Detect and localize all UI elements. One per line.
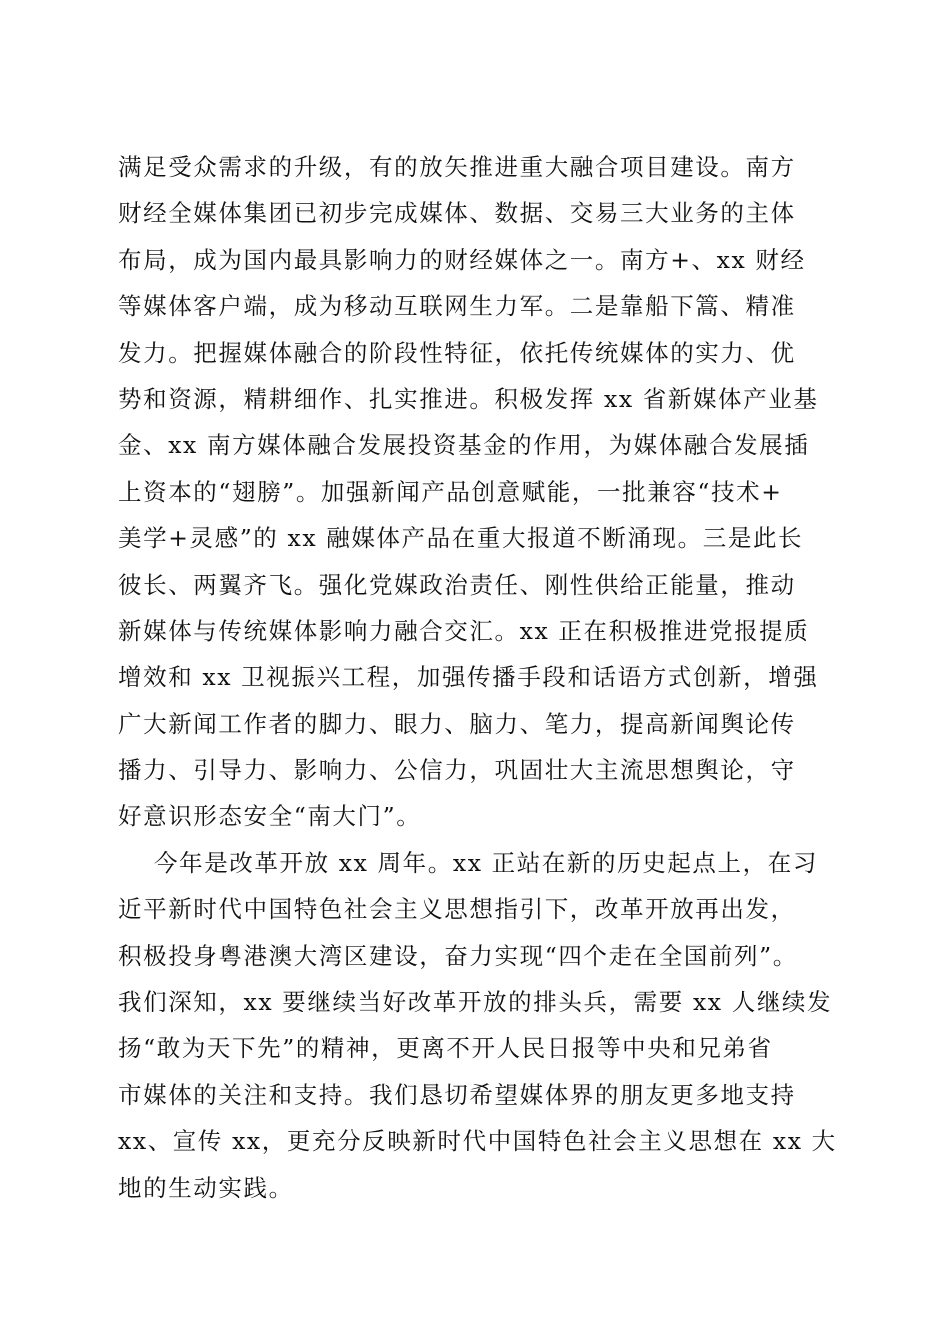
- text-line: 上资本的“翅膀”。加强新闻产品创意赋能，一批兼容“技术+: [118, 477, 783, 506]
- text-line: 市媒体的关注和支持。我们恳切希望媒体界的朋友更多地支持: [118, 1080, 796, 1109]
- paragraph-1: [118, 144, 838, 840]
- text-line: 新媒体与传统媒体影响力融合交汇。xx 正在积极推进党报提质: [118, 616, 810, 645]
- text-line: 金、xx 南方媒体融合发展投资基金的作用，为媒体融合发展插: [118, 431, 810, 460]
- text-line: 满足受众需求的升级，有的放矢推进重大融合项目建设。南方: [118, 153, 796, 181]
- text-line: 今年是改革开放 xx 周年。xx 正站在新的历史起点上，在习: [154, 848, 818, 877]
- paragraph-2: [118, 840, 838, 1211]
- text-line: 广大新闻工作者的脚力、眼力、脑力、笔力，提高新闻舆论传: [118, 709, 796, 738]
- document-body: [118, 144, 838, 1211]
- text-line: 财经全媒体集团已初步完成媒体、数据、交易三大业务的主体: [118, 199, 796, 228]
- text-line: 积极投身粤港澳大湾区建设，奋力实现“四个走在全国前列”。: [118, 941, 798, 970]
- text-line: 等媒体客户端，成为移动互联网生力军。二是靠船下篙、精准: [118, 292, 796, 321]
- text-line: 近平新时代中国特色社会主义思想指引下，改革开放再出发，: [118, 895, 796, 924]
- text-line: 好意识形态安全“南大门”。: [118, 802, 422, 831]
- text-line: 美学+灵感”的 xx 融媒体产品在重大报道不断涌现。三是此长: [118, 524, 804, 553]
- text-line: xx、宣传 xx，更充分反映新时代中国特色社会主义思想在 xx 大: [118, 1127, 837, 1156]
- text-line: 地的生动实践。: [118, 1173, 294, 1202]
- text-line: 增效和 xx 卫视振兴工程，加强传播手段和话语方式创新，增强: [118, 663, 819, 692]
- text-line: 我们深知，xx 要继续当好改革开放的排头兵，需要 xx 人继续发: [118, 988, 833, 1017]
- text-line: 势和资源，精耕细作、扎实推进。积极发挥 xx 省新媒体产业基: [118, 384, 819, 413]
- text-line: 扬“敢为天下先”的精神，更离不开人民日报等中央和兄弟省: [118, 1034, 773, 1063]
- text-line: 彼长、两翼齐飞。强化党媒政治责任、刚性供给正能量，推动: [118, 570, 796, 599]
- text-line: 布局，成为国内最具影响力的财经媒体之一。南方+、xx 财经: [118, 245, 806, 274]
- text-line: 发力。把握媒体融合的阶段性特征，依托传统媒体的实力、优: [118, 338, 796, 367]
- text-line: 播力、引导力、影响力、公信力，巩固壮大主流思想舆论，守: [118, 756, 796, 785]
